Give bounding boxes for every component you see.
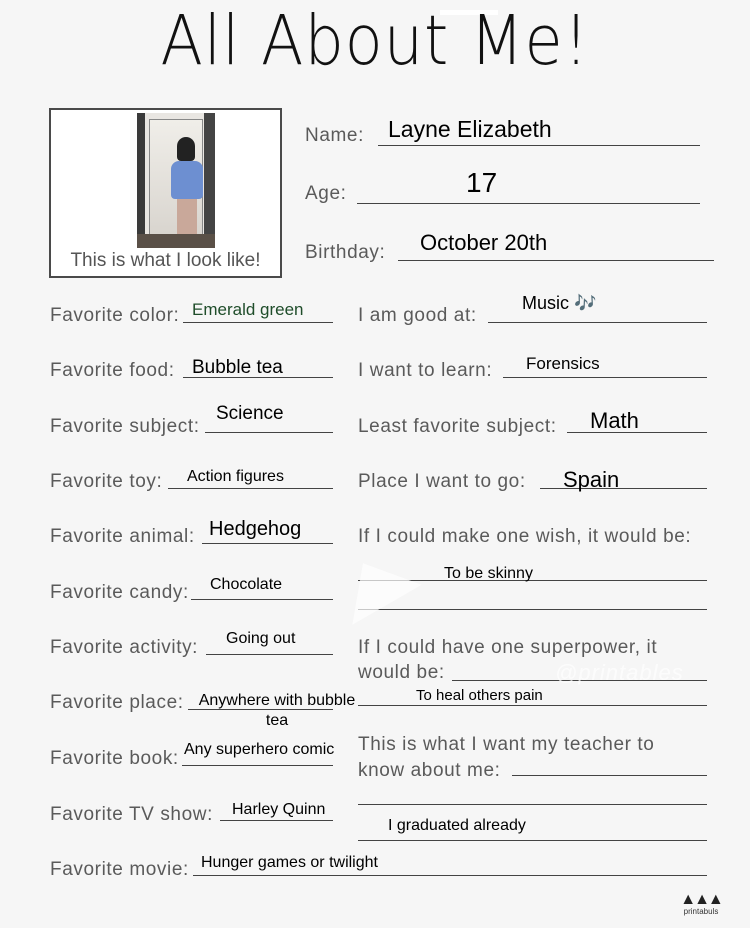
- name-line: [378, 145, 700, 146]
- fav-movie-label: Favorite movie:: [50, 859, 189, 880]
- fav-movie-answer: Hunger games or twilight: [201, 854, 378, 871]
- place-go-label: Place I want to go:: [358, 471, 526, 492]
- fav-color-line: [183, 322, 333, 323]
- fav-animal-answer: Hedgehog: [209, 518, 302, 540]
- superpower-line-2: [358, 705, 707, 706]
- fav-place-label: Favorite place:: [50, 692, 184, 713]
- fav-color-answer: Emerald green: [192, 300, 304, 319]
- blue-dress: [171, 161, 203, 199]
- birthday-line: [398, 260, 714, 261]
- fav-food-label: Favorite food:: [50, 360, 175, 381]
- want-learn-answer: Forensics: [526, 354, 600, 373]
- fav-tv-label: Favorite TV show:: [50, 804, 213, 825]
- fav-book-label: Favorite book:: [50, 748, 179, 769]
- teacher-answer: I graduated already: [388, 817, 526, 834]
- birthday-label: Birthday:: [305, 242, 386, 263]
- fav-movie-line: [193, 875, 707, 876]
- wish-line-2: [358, 609, 707, 610]
- good-at-answer: Music 🎶: [522, 293, 597, 313]
- wish-label: If I could make one wish, it would be:: [358, 526, 692, 547]
- fav-candy-label: Favorite candy:: [50, 582, 189, 603]
- floor: [137, 234, 215, 248]
- fav-toy-answer: Action figures: [187, 468, 284, 485]
- superpower-label-1: If I could have one superpower, it: [358, 637, 658, 658]
- photo-caption: This is what I look like!: [70, 250, 261, 271]
- hair: [177, 137, 195, 161]
- fav-subject-label: Favorite subject:: [50, 416, 200, 437]
- teacher-line-2: [358, 804, 707, 805]
- watermark: @printables: [555, 660, 684, 685]
- fav-book-answer: Any superhero comic: [184, 741, 335, 758]
- fav-activity-line: [206, 654, 333, 655]
- age-answer: 17: [466, 167, 498, 198]
- fav-place-answer: [188, 691, 366, 731]
- fav-place-answer-line-2: tea: [265, 712, 289, 729]
- photo-frame: [49, 108, 282, 278]
- fav-toy-label: Favorite toy:: [50, 471, 163, 492]
- fav-toy-line: [168, 488, 333, 489]
- overlay-triangle: [328, 543, 421, 625]
- fav-activity-label: Favorite activity:: [50, 637, 199, 658]
- mirror-selfie-photo: [137, 113, 215, 248]
- legs: [177, 199, 197, 235]
- age-label: Age:: [305, 183, 347, 204]
- superpower-answer: To heal others pain: [416, 687, 543, 704]
- teacher-line-1: [512, 775, 707, 776]
- least-subject-label: Least favorite subject:: [358, 416, 557, 437]
- age-line: [357, 203, 700, 204]
- least-subject-answer: Math: [590, 408, 639, 433]
- name-label: Name:: [305, 125, 364, 146]
- fav-animal-line: [202, 543, 333, 544]
- page-title: All About Me!: [160, 0, 590, 81]
- good-at-line: [488, 322, 707, 323]
- wish-answer: To be skinny: [444, 565, 533, 582]
- superpower-label-2: would be:: [358, 662, 445, 683]
- fav-book-line: [182, 765, 333, 766]
- printables-logo: [676, 893, 726, 916]
- teacher-label-1: This is what I want my teacher to: [358, 734, 655, 755]
- fav-animal-label: Favorite animal:: [50, 526, 195, 547]
- logo-icon: ▲▲▲: [680, 891, 722, 908]
- logo-text: printabuls: [683, 907, 719, 916]
- want-learn-label: I want to learn:: [358, 360, 493, 381]
- fav-tv-line: [220, 820, 333, 821]
- fav-subject-line: [205, 432, 333, 433]
- birthday-answer: October 20th: [420, 230, 548, 255]
- good-at-label: I am good at:: [358, 305, 477, 326]
- teacher-label-2: know about me:: [358, 760, 501, 781]
- fav-activity-answer: Going out: [226, 630, 296, 647]
- fav-candy-answer: Chocolate: [210, 576, 283, 593]
- name-answer: Layne Elizabeth: [388, 116, 552, 142]
- teacher-line-3: [358, 840, 707, 841]
- fav-tv-answer: Harley Quinn: [232, 801, 326, 818]
- place-go-answer: Spain: [563, 467, 620, 492]
- fav-candy-line: [191, 599, 333, 600]
- want-learn-line: [503, 377, 707, 378]
- fav-subject-answer: Science: [216, 403, 284, 424]
- fav-place-answer-line-1: Anywhere with bubble: [198, 692, 356, 709]
- fav-color-label: Favorite color:: [50, 305, 180, 326]
- fav-food-answer: Bubble tea: [192, 357, 283, 378]
